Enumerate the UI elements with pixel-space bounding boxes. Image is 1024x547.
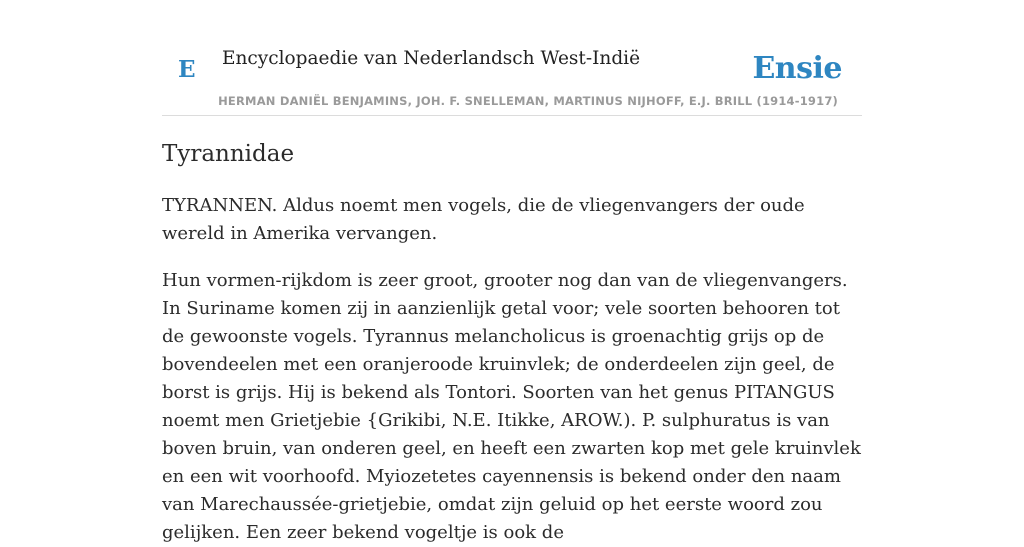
ensie-brand-logo[interactable]: Ensie — [752, 51, 842, 86]
page-header — [162, 44, 862, 116]
article-paragraph: Hun vormen-rijkdom is zeer groot, grooter nog dan van de vliegenvangers. In Suriname komen zij in aanzienlijk getal voor; vele soorten behooren tot de gewoonste vogels. Tyrannus melancholicus is groenachtig grijs op de bovendeelen met een oranjeroode kruinvlek; de onderdeelen zijn geel, de borst is grijs. Hij is bekend als Tontori. Soorten van het genus PITANGUS noemt men Grietjebie {Grikibi, N.E. Itikke, AROW.). P. sulphuratus is van boven bruin, van onderen geel, en heeft een zwarten kop met gele kruinvlek en een wit voorhoofd. Myiozetetes cayennensis is bekend onder den naam van Marechaussée-grietjebie, omdat zijn geluid op het eerste woord zou gelijken. Een zeer bekend vogeltje is ook de — [162, 270, 861, 543]
article-title: Tyrannidae — [162, 141, 295, 167]
article-paragraph: TYRANNEN. Aldus noemt men vogels, die de vliegenvangers der oude wereld in Amerika vervangen. — [162, 195, 805, 244]
publication-credits: HERMAN DANIËL BENJAMINS, JOH. F. SNELLEMAN, MARTINUS NIJHOFF, E.J. BRILL (1914-1917) — [218, 94, 838, 108]
publication-title[interactable]: Encyclopaedie van Nederlandsch West-Indië — [222, 48, 641, 69]
encyclopedia-logo-icon[interactable]: E — [178, 56, 196, 83]
article — [162, 138, 862, 547]
